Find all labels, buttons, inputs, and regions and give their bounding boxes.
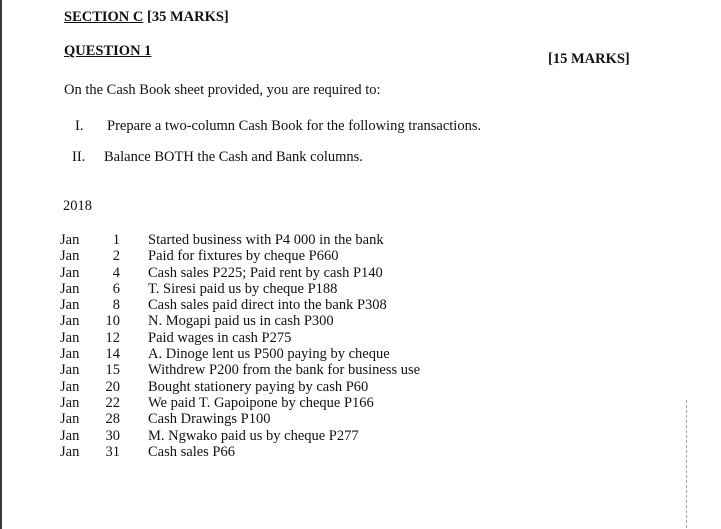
transaction-day: 22: [105, 394, 120, 411]
transaction-day: 8: [112, 297, 120, 314]
transaction-row: [60, 428, 460, 444]
transaction-month: Jan: [60, 232, 80, 248]
transaction-row: [60, 265, 460, 281]
transaction-day: 12: [105, 329, 120, 346]
transaction-month: Jan: [60, 297, 80, 314]
question-intro: On the Cash Book sheet provided, you are required to:: [64, 82, 381, 98]
transaction-month: Jan: [60, 411, 80, 428]
transaction-row: [60, 232, 460, 248]
transaction-list: [60, 232, 460, 460]
transaction-month: Jan: [60, 264, 80, 281]
transaction-description: Paid wages in cash P275: [148, 329, 292, 346]
transaction-day: 31: [105, 443, 120, 460]
section-heading: [64, 9, 229, 26]
transaction-month: Jan: [60, 427, 80, 444]
transaction-month: Jan: [60, 346, 80, 363]
transaction-row: [60, 330, 460, 346]
transaction-description: Started business with P4 000 in the bank: [148, 232, 384, 248]
transaction-description: Cash sales P66: [148, 443, 235, 460]
transaction-row: [60, 297, 460, 313]
transaction-description: Withdrew P200 from the bank for business use: [148, 362, 421, 379]
transaction-row: [60, 411, 460, 427]
transaction-description: M. Ngwako paid us by cheque P277: [148, 427, 359, 444]
task-text: Balance BOTH the Cash and Bank columns.: [104, 149, 363, 165]
transaction-row: [60, 313, 460, 329]
transaction-month: Jan: [60, 280, 80, 297]
transaction-description: A. Dinoge lent us P500 paying by cheque: [148, 346, 390, 363]
transaction-day: 20: [105, 378, 120, 395]
question-marks: [15 MARKS]: [548, 51, 630, 67]
transaction-description: T. Siresi paid us by cheque P188: [148, 280, 338, 297]
transaction-row: [60, 444, 460, 460]
question-title: QUESTION 1: [64, 43, 152, 59]
transaction-month: Jan: [60, 362, 80, 379]
transaction-day: 30: [105, 427, 120, 444]
transaction-day: 1: [112, 232, 120, 248]
transaction-month: Jan: [60, 443, 80, 460]
section-marks: [35 MARKS]: [147, 9, 229, 25]
transaction-year: 2018: [63, 198, 92, 214]
page-right-fold-line: [686, 400, 687, 529]
transaction-row: [60, 395, 460, 411]
transaction-description: We paid T. Gapoipone by cheque P166: [148, 394, 374, 411]
transaction-description: N. Mogapi paid us in cash P300: [148, 313, 334, 330]
transaction-day: 14: [105, 346, 120, 363]
transaction-row: [60, 362, 460, 378]
section-label: SECTION C: [64, 9, 144, 25]
task-number: I.: [75, 118, 84, 134]
task-number: II.: [72, 149, 86, 165]
transaction-month: Jan: [60, 313, 80, 330]
transaction-row: [60, 248, 460, 264]
transaction-row: [60, 346, 460, 362]
transaction-month: Jan: [60, 329, 80, 346]
transaction-day: 10: [105, 313, 120, 330]
transaction-description: Paid for fixtures by cheque P660: [148, 248, 339, 265]
transaction-day: 4: [112, 264, 120, 281]
transaction-description: Cash sales P225; Paid rent by cash P140: [148, 264, 383, 281]
transaction-day: 6: [112, 280, 120, 297]
task-text: Prepare a two-column Cash Book for the following transactions.: [107, 118, 482, 134]
transaction-row: [60, 379, 460, 395]
transaction-row: [60, 281, 460, 297]
transaction-day: 28: [105, 411, 120, 428]
transaction-day: 15: [105, 362, 120, 379]
transaction-day: 2: [112, 248, 120, 265]
transaction-month: Jan: [60, 248, 80, 265]
transaction-description: Bought stationery paying by cash P60: [148, 378, 369, 395]
page-left-border: [0, 0, 2, 529]
transaction-description: Cash sales paid direct into the bank P308: [148, 297, 387, 314]
transaction-description: Cash Drawings P100: [148, 411, 271, 428]
transaction-month: Jan: [60, 394, 80, 411]
transaction-month: Jan: [60, 378, 80, 395]
